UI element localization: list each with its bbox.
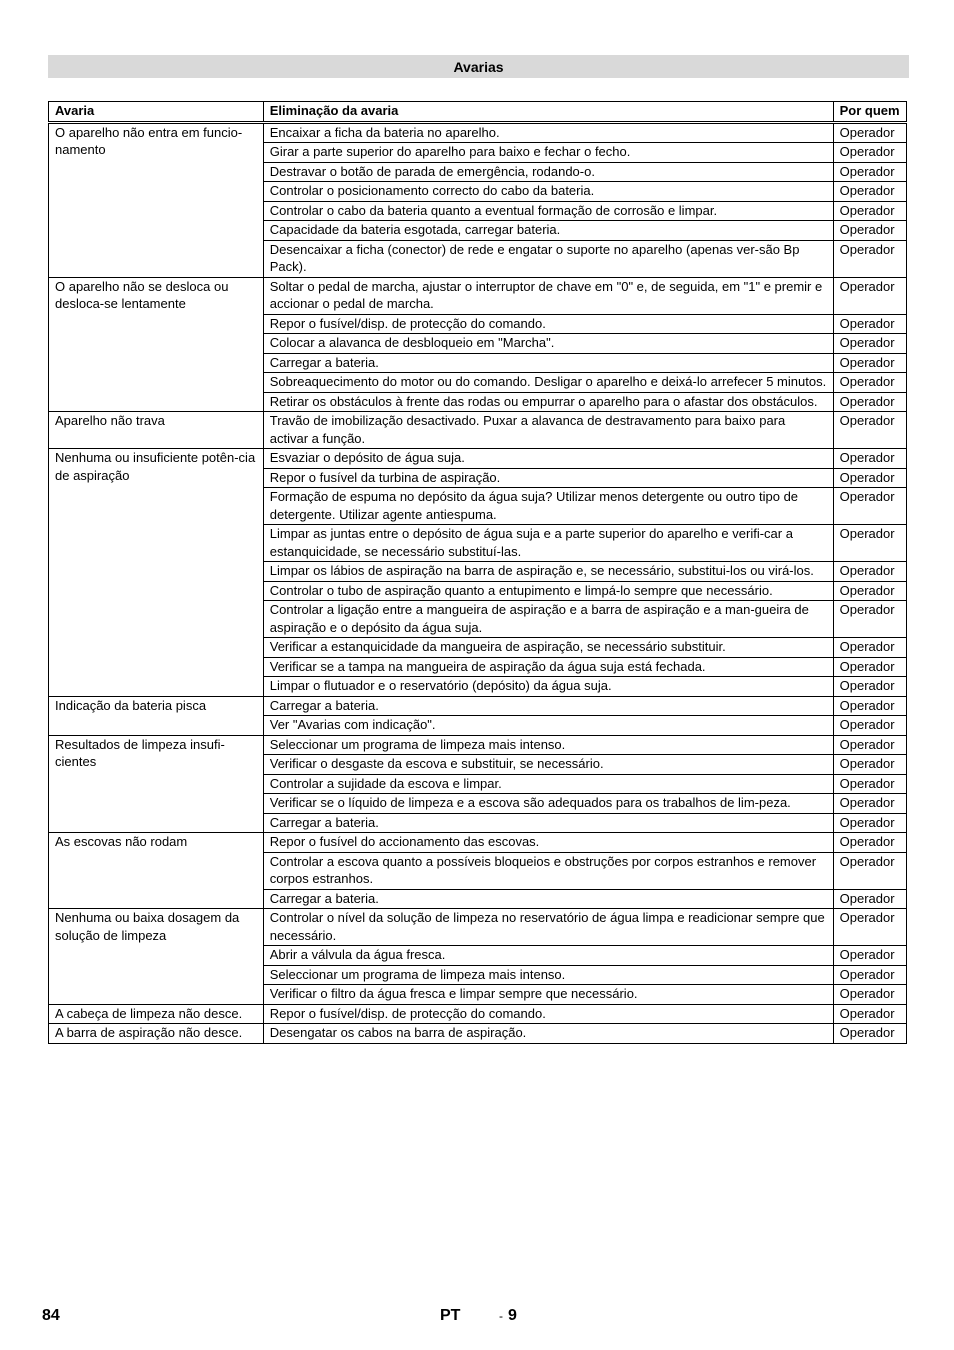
by-whom-cell: Operador [833,143,906,163]
remedy-cell: Abrir a válvula da água fresca. [263,946,833,966]
fault-cell: As escovas não rodam [49,833,264,909]
by-whom-cell: Operador [833,755,906,775]
by-whom-cell: Operador [833,562,906,582]
by-whom-cell: Operador [833,1024,906,1044]
fault-cell: O aparelho não entra em funcio-namento [49,122,264,277]
remedy-cell: Controlar o nível da solução de limpeza no reservatório de água limpa e readicionar sempre que necessário. [263,909,833,946]
fault-cell: O aparelho não se desloca ou desloca-se lentamente [49,277,264,412]
by-whom-cell: Operador [833,657,906,677]
by-whom-cell: Operador [833,735,906,755]
remedy-cell: Verificar o desgaste da escova e substituir, se necessário. [263,755,833,775]
remedy-cell: Colocar a alavanca de desbloqueio em "Marcha". [263,334,833,354]
table-row [49,833,907,853]
fault-cell: Nenhuma ou baixa dosagem da solução de limpeza [49,909,264,1005]
language-code: PT [440,1307,461,1324]
by-whom-cell: Operador [833,833,906,853]
table-row [49,1004,907,1024]
remedy-cell: Verificar a estanquicidade da mangueira de aspiração, se necessário substituir. [263,638,833,658]
remedy-cell: Verificar se o líquido de limpeza e a escova são adequados para os trabalhos de lim-peza. [263,794,833,814]
remedy-cell: Repor o fusível/disp. de protecção do comando. [263,1004,833,1024]
remedy-cell: Carregar a bateria. [263,889,833,909]
remedy-cell: Destravar o botão de parada de emergência, rodando-o. [263,162,833,182]
by-whom-cell: Operador [833,353,906,373]
remedy-cell: Travão de imobilização desactivado. Puxar a alavanca de destravamento para baixo para activar a função. [263,412,833,449]
by-whom-cell: Operador [833,373,906,393]
by-whom-cell: Operador [833,581,906,601]
table-row [49,909,907,946]
remedy-cell: Verificar o filtro da água fresca e limpar sempre que necessário. [263,985,833,1005]
remedy-cell: Capacidade da bateria esgotada, carregar bateria. [263,221,833,241]
by-whom-cell: Operador [833,412,906,449]
by-whom-cell: Operador [833,985,906,1005]
by-whom-cell: Operador [833,314,906,334]
remedy-cell: Limpar as juntas entre o depósito de água suja e a parte superior do aparelho e verifi-car a estanquicidade, se necessário substituí-las. [263,525,833,562]
by-whom-cell: Operador [833,468,906,488]
by-whom-cell: Operador [833,852,906,889]
page-number: 84 [42,1307,60,1324]
remedy-cell: Carregar a bateria. [263,696,833,716]
by-whom-cell: Operador [833,889,906,909]
remedy-cell: Limpar o flutuador e o reservatório (depósito) da água suja. [263,677,833,697]
remedy-cell: Seleccionar um programa de limpeza mais intenso. [263,735,833,755]
remedy-cell: Girar a parte superior do aparelho para baixo e fechar o fecho. [263,143,833,163]
by-whom-cell: Operador [833,601,906,638]
table-row [49,735,907,755]
remedy-cell: Controlar a sujidade da escova e limpar. [263,774,833,794]
by-whom-cell: Operador [833,696,906,716]
fault-cell: Nenhuma ou insuficiente potên-cia de aspiração [49,449,264,697]
by-whom-cell: Operador [833,1004,906,1024]
remedy-cell: Controlar a ligação entre a mangueira de aspiração e a barra de aspiração e a man-gueira de aspiração e o depósito da água suja. [263,601,833,638]
remedy-cell: Repor o fusível do accionamento das escovas. [263,833,833,853]
by-whom-cell: Operador [833,122,906,143]
fault-cell: A cabeça de limpeza não desce. [49,1004,264,1024]
remedy-cell: Verificar se a tampa na mangueira de aspiração da água suja está fechada. [263,657,833,677]
footer-separator: - [499,1309,503,1323]
remedy-cell: Limpar os lábios de aspiração na barra de aspiração e, se necessário, substitui-los ou virá-los. [263,562,833,582]
by-whom-cell: Operador [833,201,906,221]
remedy-cell: Ver "Avarias com indicação". [263,716,833,736]
remedy-cell: Repor o fusível/disp. de protecção do comando. [263,314,833,334]
header-by-whom: Por quem [833,102,906,123]
by-whom-cell: Operador [833,182,906,202]
remedy-cell: Desencaixar a ficha (conector) de rede e engatar o suporte no aparelho (apenas ver-são Bp Pack). [263,240,833,277]
by-whom-cell: Operador [833,334,906,354]
by-whom-cell: Operador [833,794,906,814]
remedy-cell: Repor o fusível da turbina de aspiração. [263,468,833,488]
by-whom-cell: Operador [833,488,906,525]
remedy-cell: Desengatar os cabos na barra de aspiração. [263,1024,833,1044]
troubleshooting-table [48,101,907,1044]
remedy-cell: Carregar a bateria. [263,813,833,833]
by-whom-cell: Operador [833,965,906,985]
fault-cell: Resultados de limpeza insufi-cientes [49,735,264,833]
by-whom-cell: Operador [833,277,906,314]
remedy-cell: Controlar o posicionamento correcto do cabo da bateria. [263,182,833,202]
by-whom-cell: Operador [833,449,906,469]
by-whom-cell: Operador [833,240,906,277]
table-row [49,412,907,449]
table-row [49,122,907,143]
table-header-row [49,102,907,123]
by-whom-cell: Operador [833,716,906,736]
section-page-number: 9 [508,1307,517,1324]
by-whom-cell: Operador [833,525,906,562]
by-whom-cell: Operador [833,162,906,182]
section-title: Avarias [48,55,909,78]
table-row [49,696,907,716]
fault-cell: A barra de aspiração não desce. [49,1024,264,1044]
remedy-cell: Formação de espuma no depósito da água suja? Utilizar menos detergente ou outro tipo de detergente. Utilizar agente antiespuma. [263,488,833,525]
remedy-cell: Controlar a escova quanto a possíveis bloqueios e obstruções por corpos estranhos e remover corpos estranhos. [263,852,833,889]
table-row [49,449,907,469]
header-remedy: Eliminação da avaria [263,102,833,123]
remedy-cell: Sobreaquecimento do motor ou do comando. Desligar o aparelho e deixá-lo arrefecer 5 minutos. [263,373,833,393]
remedy-cell: Soltar o pedal de marcha, ajustar o interruptor de chave em "0" e, de seguida, em "1" e premir e accionar o pedal de marcha. [263,277,833,314]
remedy-cell: Retirar os obstáculos à frente das rodas ou empurrar o aparelho para o afastar dos obstáculos. [263,392,833,412]
remedy-cell: Esvaziar o depósito de água suja. [263,449,833,469]
by-whom-cell: Operador [833,677,906,697]
by-whom-cell: Operador [833,638,906,658]
table-row [49,277,907,314]
remedy-cell: Controlar o cabo da bateria quanto a eventual formação de corrosão e limpar. [263,201,833,221]
by-whom-cell: Operador [833,392,906,412]
fault-cell: Aparelho não trava [49,412,264,449]
header-fault: Avaria [49,102,264,123]
remedy-cell: Controlar o tubo de aspiração quanto a entupimento e limpá-lo sempre que necessário. [263,581,833,601]
table-body [49,122,907,1043]
remedy-cell: Encaixar a ficha da bateria no aparelho. [263,122,833,143]
by-whom-cell: Operador [833,221,906,241]
remedy-cell: Carregar a bateria. [263,353,833,373]
table-row [49,1024,907,1044]
remedy-cell: Seleccionar um programa de limpeza mais intenso. [263,965,833,985]
by-whom-cell: Operador [833,774,906,794]
fault-cell: Indicação da bateria pisca [49,696,264,735]
by-whom-cell: Operador [833,946,906,966]
by-whom-cell: Operador [833,909,906,946]
by-whom-cell: Operador [833,813,906,833]
